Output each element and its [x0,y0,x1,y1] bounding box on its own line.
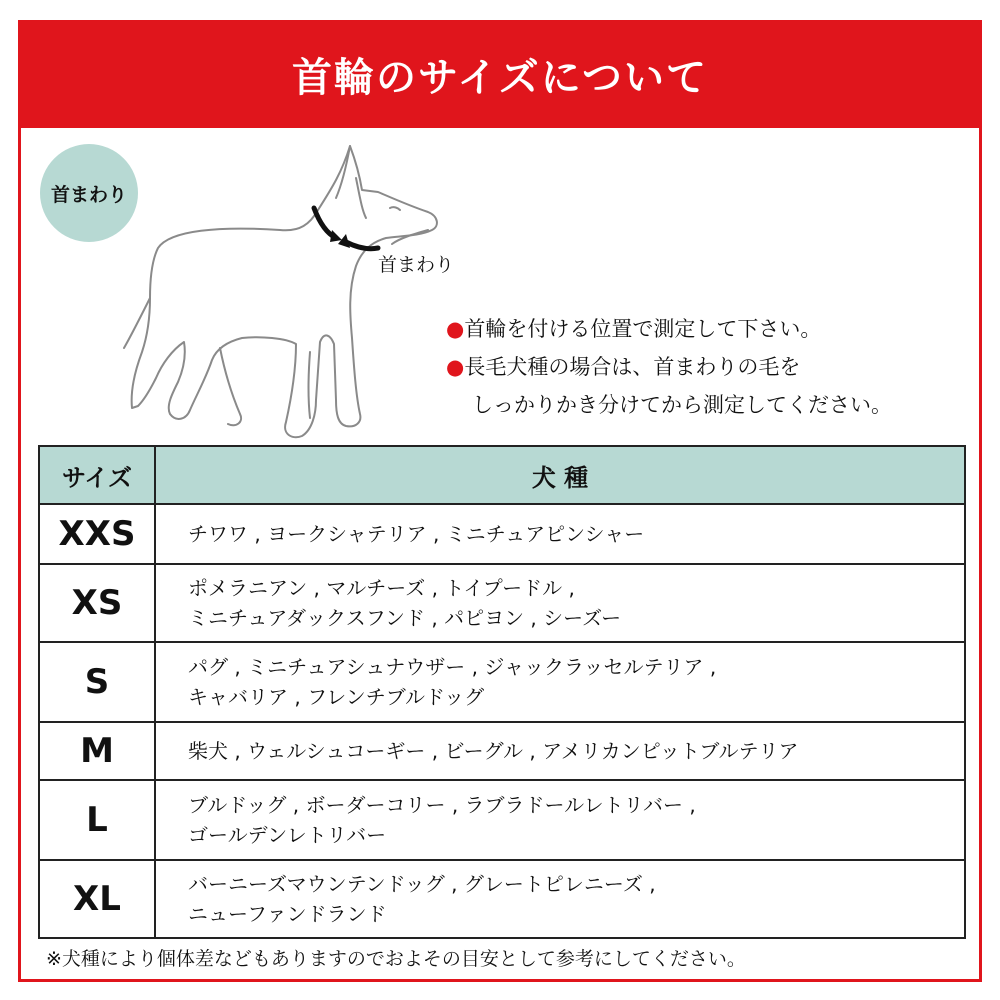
bullet-dot: ● [446,317,465,341]
size-cell: XXS [39,504,155,564]
table-row [39,860,965,938]
table-row [39,564,965,642]
size-cell: S [39,642,155,722]
footnote: ※犬種により個体差などもありますのでおよその目安として参考にしてください。 [46,948,746,970]
size-cell: XL [39,860,155,938]
note-item: ●首輪を付ける位置で測定して下さい。 [446,317,822,341]
size-cell: XS [39,564,155,642]
measure-notes [446,310,976,424]
page-header [18,20,982,128]
table-row [39,642,965,722]
table-row [39,722,965,780]
neck-badge: 首まわり [40,144,138,242]
size-cell: L [39,780,155,860]
breed-cell: チワワ , ヨークシャテリア , ミニチュアピンシャー [155,504,965,564]
size-cell: M [39,722,155,780]
breed-cell: 柴犬 , ウェルシュコーギー , ビーグル , アメリカンピットブルテリア [155,722,965,780]
breed-cell: パグ , ミニチュアシュナウザー , ジャックラッセルテリア , キャバリア , フレンチブルドッグ [155,642,965,722]
note-item: ●長毛犬種の場合は、首まわりの毛を [446,355,801,379]
page-title: 首輪のサイズについて [292,54,708,101]
note-item: しっかりかき分けてから測定してください。 [472,393,892,417]
bullet-dot: ● [446,355,465,379]
neck-label: 首まわり [378,254,455,276]
table-row [39,504,965,564]
dog-outline-icon [110,138,460,448]
column-header-size: サイズ [39,446,155,504]
breed-cell: バーニーズマウンテンドッグ , グレートピレニーズ , ニューファンドランド [155,860,965,938]
breed-cell: ブルドッグ , ボーダーコリー , ラブラドールレトリバー , ゴールデンレトリバー [155,780,965,860]
column-header-breed: 犬 種 [155,446,965,504]
breed-cell: ポメラニアン , マルチーズ , トイプードル , ミニチュアダックスフンド , パピヨン , シーズー [155,564,965,642]
table-header-row [39,446,965,504]
size-table [38,445,966,939]
table-row [39,780,965,860]
